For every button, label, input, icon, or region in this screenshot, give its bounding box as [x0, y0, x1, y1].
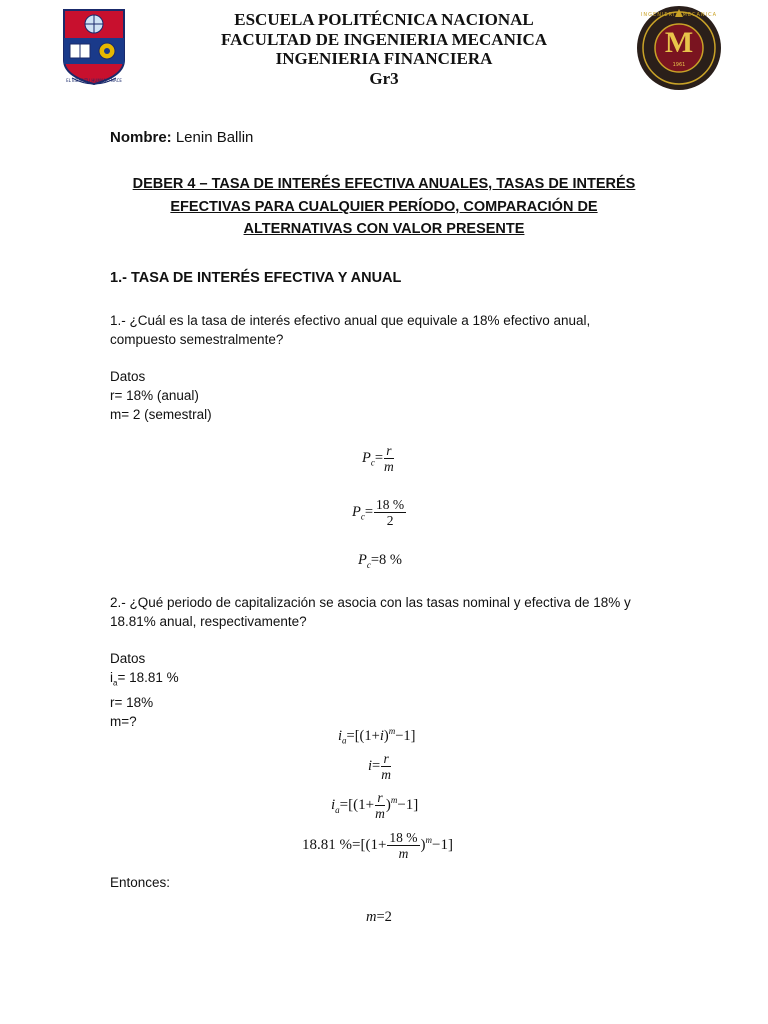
data-ia-value: = 18.81 %	[117, 670, 179, 685]
name-value: Lenin Ballin	[171, 129, 254, 146]
ingenieria-mecanica-logo-letter: M	[664, 26, 694, 59]
question-2-data	[110, 649, 179, 731]
equation-ia-numeric	[302, 830, 453, 861]
question-2-line1: 2.- ¿Qué periodo de capitalización se asocia con las tasas nominal y efectiva de 18% y	[110, 595, 631, 610]
assignment-title-line2: EFECTIVAS PARA CUALQUIER PERÍODO, COMPARACIÓN DE	[170, 199, 598, 215]
data-heading: Datos	[110, 651, 146, 666]
eq-symbol: P	[358, 552, 367, 568]
eq-subscript: c	[360, 511, 365, 522]
data-r: r= 18% (anual)	[110, 388, 199, 403]
name-label: Nombre:	[110, 129, 172, 146]
eq-symbol: m	[366, 909, 377, 925]
question-2-line2: 18.81% anual, respectivamente?	[110, 614, 307, 629]
eq-denominator: 2	[386, 513, 394, 528]
data-m: m=?	[110, 713, 137, 729]
eq-symbol: i	[368, 757, 373, 774]
header-school: ESCUELA POLITÉCNICA NACIONAL	[234, 10, 534, 29]
eq-numerator: 18 %	[389, 830, 418, 845]
header-group: Gr3	[369, 69, 399, 88]
eq-denominator: m	[381, 767, 391, 782]
eq-numerator: 18 %	[376, 497, 405, 512]
assignment-title-line3: ALTERNATIVAS CON VALOR PRESENTE	[243, 221, 525, 237]
equation-m-result	[366, 909, 392, 926]
eq-symbol: P	[362, 449, 371, 466]
eq-numerator: r	[375, 790, 385, 806]
eq-numerator: r	[384, 443, 394, 459]
header-subject: INGENIERIA FINANCIERA	[275, 49, 493, 68]
eq-open: [(1+	[348, 796, 375, 813]
header-faculty: FACULTAD DE INGENIERIA MECANICA	[220, 30, 548, 49]
equation-ia-general	[338, 726, 415, 746]
assignment-title-line1: DEBER 4 – TASA DE INTERÉS EFECTIVA ANUALES, TASAS DE INTERÉS	[132, 176, 636, 192]
eq-operator: =	[364, 503, 374, 520]
eq-result: =2	[376, 909, 392, 925]
eq-exponent: m	[388, 726, 396, 736]
eq-tail: −1]	[432, 836, 454, 853]
eq-subscript: c	[370, 457, 375, 468]
ingenieria-mecanica-logo-text: INGENIERIA MECANICA	[640, 12, 718, 18]
eq-denominator: m	[398, 846, 409, 861]
eq-operator: =	[346, 727, 355, 744]
equation-i-formula	[368, 751, 392, 782]
eq-denominator: m	[375, 806, 385, 821]
eq-symbol: i	[338, 727, 343, 744]
question-1	[110, 311, 590, 349]
eq-subscript: a	[342, 735, 347, 746]
eq-operator: =	[372, 757, 381, 774]
question-1-line1: 1.- ¿Cuál es la tasa de interés efectivo anual que equivale a 18% efectivo anual,	[110, 313, 591, 328]
question-1-line2: compuesto semestralmente?	[110, 332, 284, 347]
equation-pc-substitution	[352, 497, 407, 528]
eq-denominator: m	[384, 459, 394, 474]
eq-open: [(1+	[354, 727, 380, 744]
eq-open: [(1+	[360, 836, 387, 853]
question-1-data	[110, 367, 212, 424]
equation-ia-substituted	[331, 790, 418, 821]
eq-close: )	[385, 796, 391, 813]
eq-close: )	[420, 836, 426, 853]
eq-operator: =	[374, 449, 384, 466]
data-ia	[110, 668, 179, 693]
conclusion-label: Entonces:	[110, 875, 171, 890]
eq-exponent: m	[390, 794, 398, 805]
eq-operator: =	[339, 796, 349, 813]
eq-close: )	[383, 727, 389, 744]
eq-numerator: r	[381, 751, 391, 767]
eq-lhs: 18.81 %=	[302, 836, 361, 853]
data-ia-symbol: i	[110, 670, 113, 685]
data-m: m= 2 (semestral)	[110, 407, 212, 422]
ingenieria-mecanica-logo-year: 1961	[672, 62, 686, 68]
epn-logo-motto: EL ESPIRITU HUMANO NACE	[66, 78, 122, 83]
eq-subscript: c	[366, 559, 371, 570]
student-name	[110, 129, 253, 146]
eq-variable: i	[379, 727, 384, 744]
eq-tail: −1]	[397, 796, 419, 813]
eq-symbol: i	[331, 796, 336, 813]
eq-exponent: m	[425, 834, 433, 845]
eq-result: =8 %	[370, 552, 402, 568]
data-ia-subscript: a	[113, 678, 118, 688]
eq-tail: −1]	[395, 727, 416, 744]
section-heading: 1.- TASA DE INTERÉS EFECTIVA Y ANUAL	[110, 270, 402, 286]
equation-pc-result	[358, 552, 402, 570]
data-r: r= 18%	[110, 694, 154, 710]
data-heading: Datos	[110, 369, 146, 384]
equation-pc-formula	[362, 443, 395, 474]
eq-symbol: P	[352, 503, 361, 520]
eq-subscript: a	[335, 804, 340, 815]
question-2	[110, 593, 631, 631]
